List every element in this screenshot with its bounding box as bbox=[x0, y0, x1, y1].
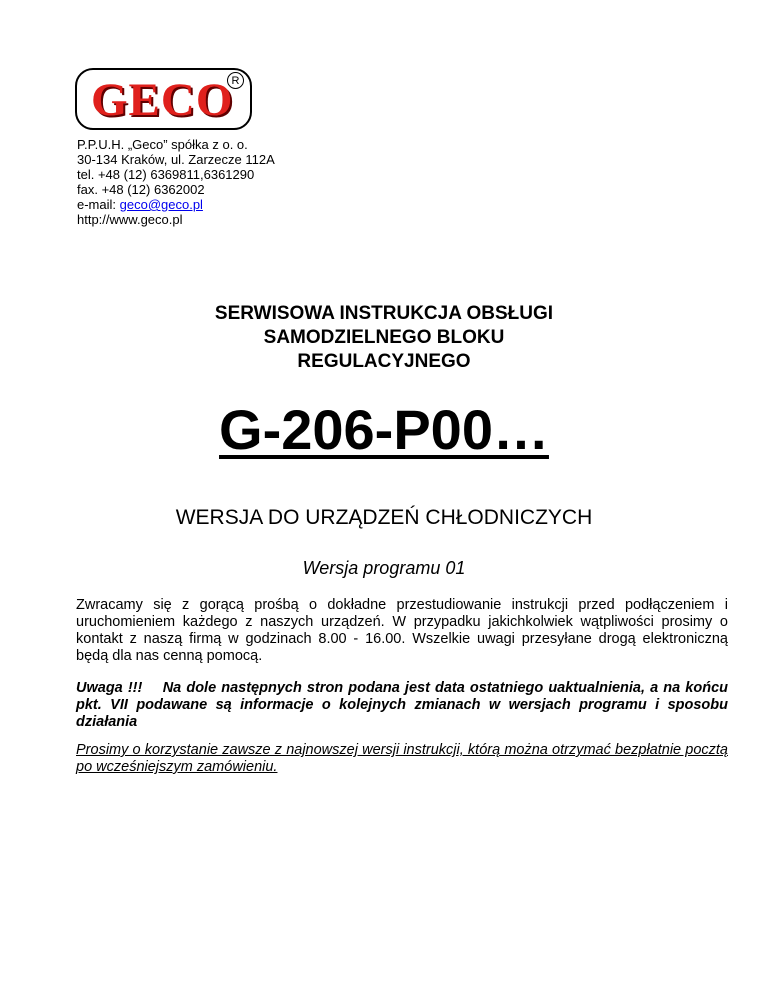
document-title bbox=[0, 302, 768, 374]
title-line-1: SERWISOWA INSTRUKCJA OBSŁUGI bbox=[214, 303, 554, 324]
title-line-2: SAMODZIELNEGO BLOKU bbox=[263, 327, 505, 348]
email-line bbox=[77, 197, 275, 212]
warning-paragraph: Uwaga !!! Na dole następnych stron podana jest data ostatniego uaktualnienia, a na końcu pkt. VII podawane są informacje o kolejnych zmianach w wersjach programu i sposobu działania bbox=[76, 680, 728, 730]
email-label: e-mail: bbox=[77, 197, 120, 212]
contact-block bbox=[77, 137, 275, 227]
registered-mark-icon: R bbox=[227, 72, 244, 89]
company-address: 30-134 Kraków, ul. Zarzecze 112A bbox=[77, 152, 275, 167]
note-paragraph: Prosimy o korzystanie zawsze z najnowszej wersji instrukcji, którą można otrzymać bezpłatnie pocztą po wcześniejszym zamówieniu. bbox=[76, 742, 728, 775]
company-logo bbox=[75, 68, 252, 130]
fax-number: fax. +48 (12) 6362002 bbox=[77, 182, 205, 197]
phone-number: tel. +48 (12) 6369811,6361290 bbox=[77, 167, 255, 182]
logo-wordmark: GECO bbox=[91, 74, 234, 126]
email-link[interactable]: geco@geco.pl bbox=[119, 197, 203, 212]
model-number: G-206-P00… bbox=[219, 398, 549, 461]
intro-paragraph: Zwracamy się z gorącą prośbą o dokładne przestudiowanie instrukcji przed podłączeniem i uruchomieniem każdego z naszych urządzeń. W przypadku jakichkolwiek wątpliwości prosimy o kontakt z naszą firmą w godzinach 8.00 - 16.00. Wszelkie uwagi przesyłane drogą elektroniczną będą dla nas cenną pomocą. bbox=[76, 597, 728, 664]
website-url: http://www.geco.pl bbox=[77, 212, 183, 227]
document-subtitle: WERSJA DO URZĄDZEŃ CHŁODNICZYCH bbox=[175, 506, 593, 529]
program-version: Wersja programu 01 bbox=[302, 558, 466, 578]
company-name: P.P.U.H. „Geco” spółka z o. o. bbox=[77, 137, 248, 152]
title-line-3: REGULACYJNEGO bbox=[297, 351, 471, 372]
